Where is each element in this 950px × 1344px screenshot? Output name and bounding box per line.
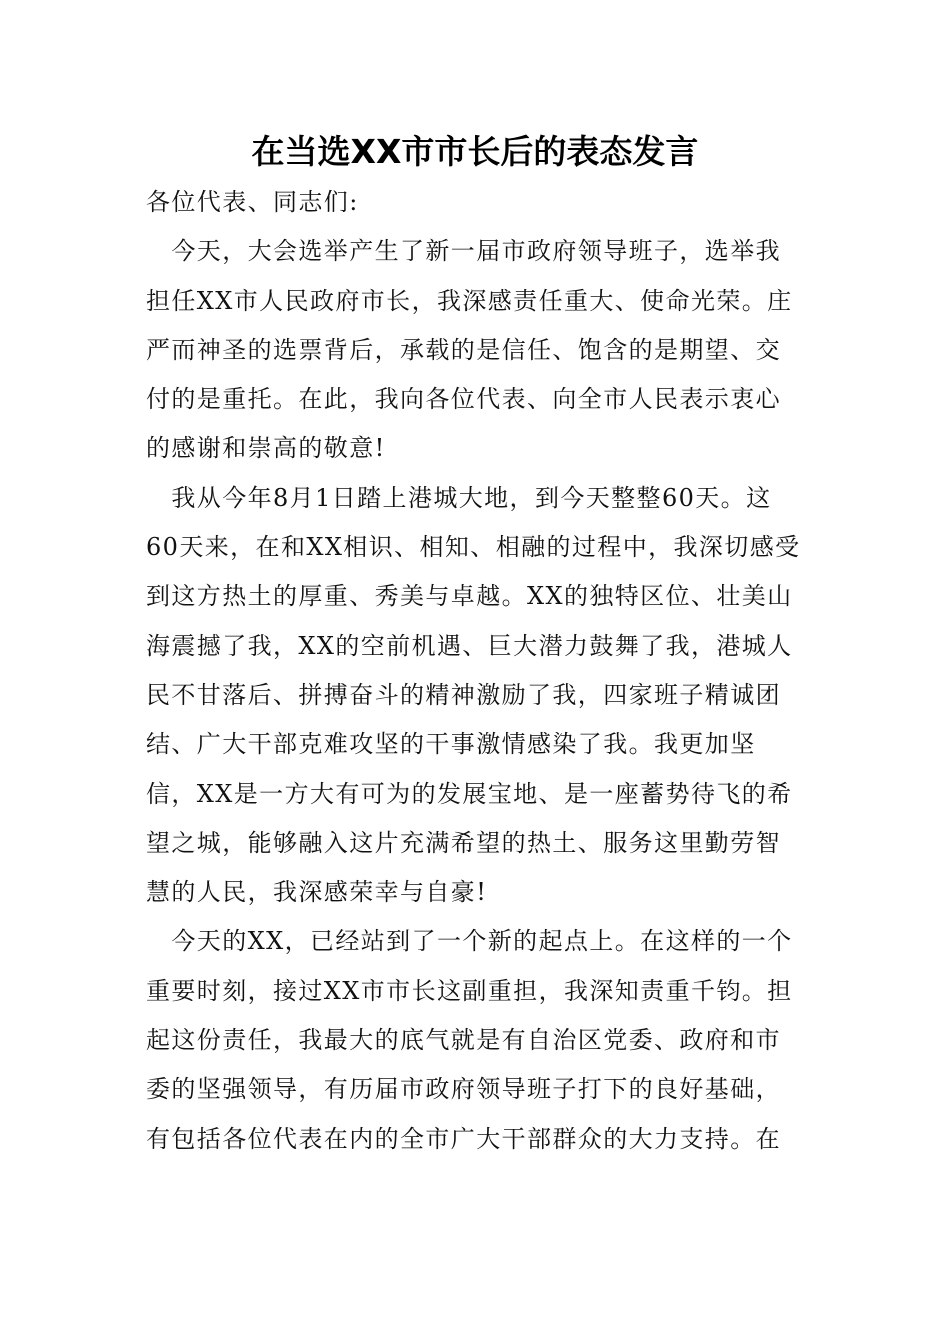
text-line: 慧的人民，我深感荣幸与自豪! xyxy=(146,878,488,907)
document-title: 在当选XX市市长后的表态发言 xyxy=(251,132,699,171)
text-line: 望之城，能够融入这片充满希望的热土、服务这里勤劳智 xyxy=(146,828,781,857)
text-line: 今天的XX，已经站到了一个新的起点上。在这样的一个 xyxy=(146,927,793,956)
text-line: 付的是重托。在此，我向各位代表、向全市人民表示衷心 xyxy=(146,385,781,414)
text-line: 各位代表、同志们: xyxy=(146,188,359,216)
text-line: 担任XX市人民政府市长，我深感责任重大、使命光荣。庄 xyxy=(146,286,793,315)
text-line: 严而神圣的选票背后，承载的是信任、饱含的是期望、交 xyxy=(146,335,781,364)
text-line: 有包括各位代表在内的全市广大干部群众的大力支持。在 xyxy=(146,1124,781,1153)
text-line: 结、广大干部克难攻坚的干事激情感染了我。我更加坚 xyxy=(146,730,756,759)
text-line: 60天来，在和XX相识、相知、相融的过程中，我深切感受 xyxy=(146,533,801,562)
text-line: 的感谢和崇高的敬意! xyxy=(146,434,386,463)
text-line: 海震撼了我，XX的空前机遇、巨大潜力鼓舞了我，港城人 xyxy=(146,631,793,660)
text-line: 重要时刻，接过XX市市长这副重担，我深知责重千钧。担 xyxy=(146,976,793,1005)
text-line: 到这方热土的厚重、秀美与卓越。XX的独特区位、壮美山 xyxy=(146,582,793,611)
text-line: 民不甘落后、拼搏奋斗的精神激励了我，四家班子精诚团 xyxy=(146,680,781,709)
text-line: 信，XX是一方大有可为的发展宝地、是一座蓄势待飞的希 xyxy=(146,779,793,808)
text-line: 起这份责任，我最大的底气就是有自治区党委、政府和市 xyxy=(146,1026,781,1055)
text-line: 委的坚强领导，有历届市政府领导班子打下的良好基础， xyxy=(146,1075,781,1104)
text-line: 我从今年8月1日踏上港城大地，到今天整整60天。这 xyxy=(146,483,772,512)
text-line: 今天，大会选举产生了新一届市政府领导班子，选举我 xyxy=(146,237,781,266)
document-body xyxy=(146,178,806,1164)
